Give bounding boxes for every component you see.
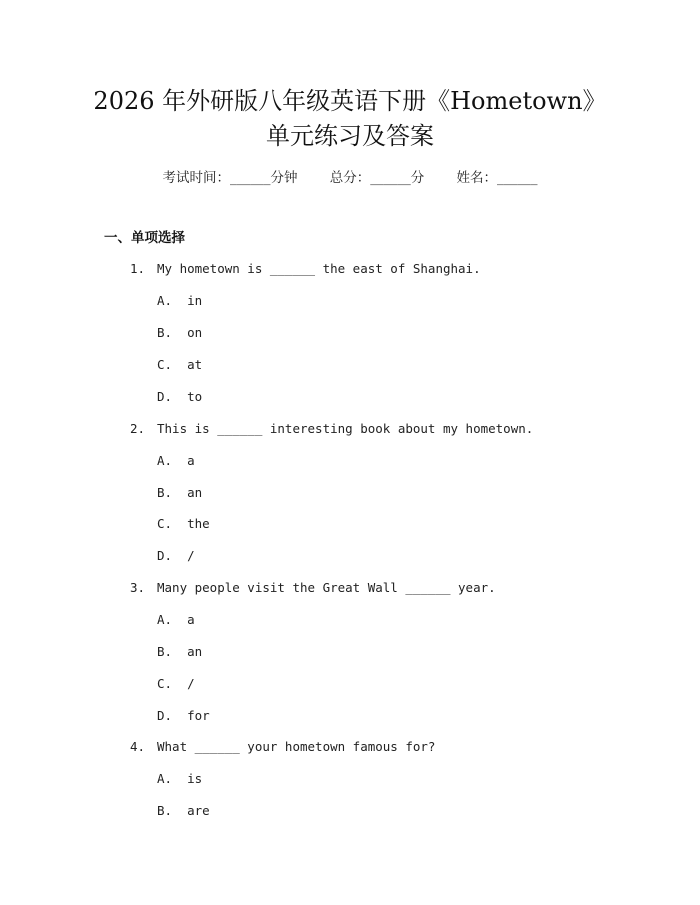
total-score-label: 总分：: [329, 170, 371, 186]
option: A. is: [157, 771, 203, 786]
option: D. to: [157, 389, 203, 404]
question-number: 4.: [130, 739, 146, 754]
option: B. an: [157, 485, 203, 500]
question-text: This is ______ interesting book about my hometown.: [157, 421, 534, 436]
option: A. in: [157, 293, 203, 308]
student-name-label: 姓名：: [456, 170, 498, 186]
option: A. a: [157, 453, 195, 468]
option: D. for: [157, 708, 210, 723]
exam-time-label: 考试时间：: [162, 170, 230, 186]
total-score-blank: ______: [370, 170, 411, 186]
question-number: 3.: [130, 580, 146, 595]
question-number: 2.: [130, 421, 146, 436]
student-name: [457, 168, 538, 188]
option: D. /: [157, 548, 195, 563]
document-title-line-2: 单元练习及答案: [266, 122, 434, 150]
section-heading: 一、单项选择: [104, 230, 185, 246]
question-text: My hometown is ______ the east of Shanghai.: [157, 261, 481, 276]
question-4: [130, 738, 435, 756]
question-1: [130, 260, 481, 278]
option: B. are: [157, 803, 210, 818]
total-score: [330, 168, 425, 188]
option: C. at: [157, 357, 203, 372]
exam-time-blank: ______: [229, 170, 271, 186]
option: B. an: [157, 644, 203, 659]
question-2: [130, 420, 533, 438]
option: C. /: [157, 676, 195, 691]
question-number: 1.: [130, 261, 146, 276]
option: B. on: [157, 325, 203, 340]
option: A. a: [157, 612, 195, 627]
exam-time-unit: 分钟: [270, 170, 298, 186]
total-score-unit: 分: [410, 170, 425, 186]
question-3: [130, 579, 496, 597]
exam-time: [162, 168, 297, 188]
exam-info-row: [0, 168, 700, 188]
document-title-line-1: 2026 年外研版八年级英语下册《Hometown》: [93, 87, 607, 115]
question-text: Many people visit the Great Wall ______ year.: [157, 580, 496, 595]
option: C. the: [157, 516, 210, 531]
student-name-blank: ______: [497, 170, 538, 186]
question-text: What ______ your hometown famous for?: [157, 739, 436, 754]
